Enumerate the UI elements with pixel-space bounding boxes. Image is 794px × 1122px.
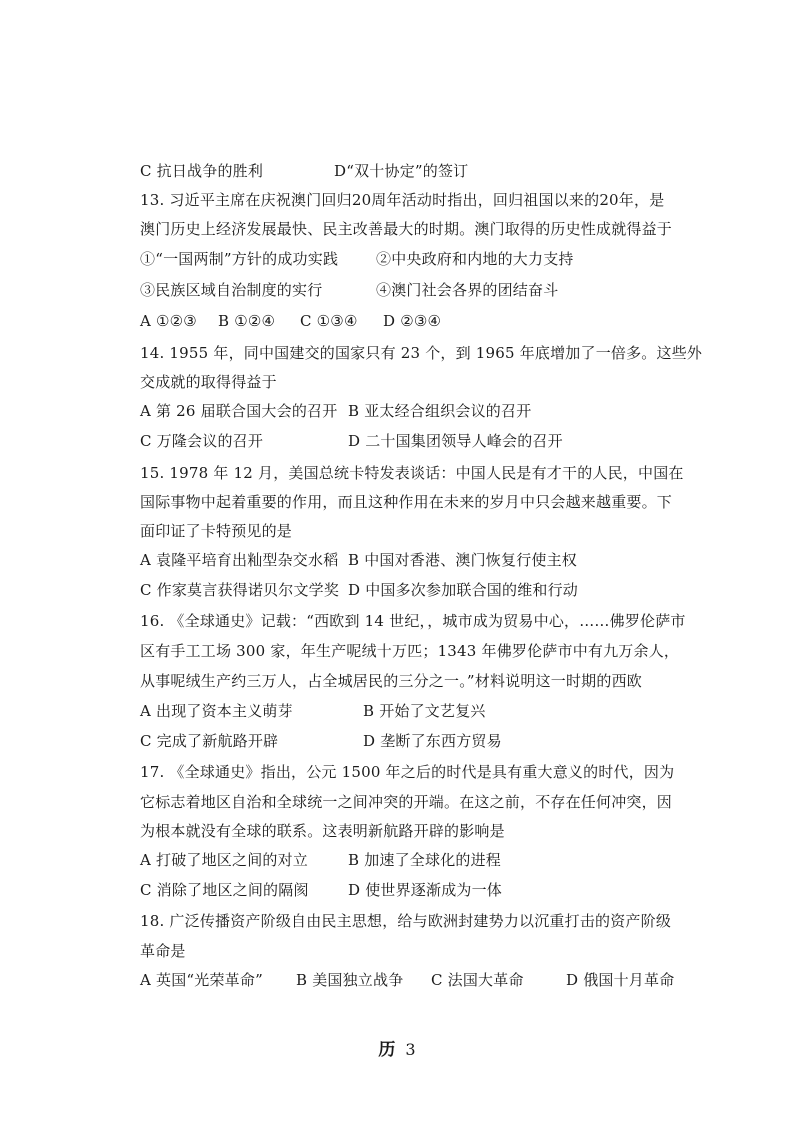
q13-item-4: ④澳门社会各界的团结奋斗 [376, 281, 559, 299]
q16-stem-line-1: 16. 《全球通史》记载：“西欧到 14 世纪，，城市成为贸易中心，……佛罗伦萨市 [140, 612, 686, 630]
q17-option-b: B 加速了全球化的进程 [348, 851, 501, 869]
q13-option-a: A ①②③ [140, 312, 197, 330]
q16-stem-line-2: 区有手工工场 300 家，年生产呢绒十万匹；1343 年佛罗伦萨市中有九万余人， [140, 642, 680, 660]
q15-option-a: A 袁隆平培育出籼型杂交水稻 [140, 551, 339, 569]
q18-option-d: D 俄国十月革命 [566, 971, 675, 989]
q16-stem-line-3: 从事呢绒生产约三万人，占全城居民的三分之一。”材料说明这一时期的西欧 [140, 672, 642, 690]
q13-option-c: C ①③④ [300, 312, 358, 330]
q16-option-b: B 开始了文艺复兴 [363, 702, 486, 720]
q12-option-c: C 抗日战争的胜利 [140, 162, 264, 180]
q17-option-a: A 打破了地区之间的对立 [140, 851, 309, 869]
q12-option-d: D“双十协定”的签订 [334, 162, 469, 180]
q13-option-b: B ①②④ [218, 312, 276, 330]
q18-stem-line-2: 革命是 [140, 942, 186, 960]
q13-item-3: ③民族区域自治制度的实行 [140, 281, 323, 299]
q15-stem-line-2: 国际事物中起着重要的作用，而且这种作用在未来的岁月中只会越来越重要。下 [140, 493, 673, 511]
q15-option-d: D 中国多次参加联合国的维和行动 [348, 581, 578, 599]
q17-option-c: C 消除了地区之间的隔阂 [140, 881, 309, 899]
q13-item-2: ②中央政府和内地的大力支持 [376, 250, 574, 268]
q14-option-d: D 二十国集团领导人峰会的召开 [348, 432, 563, 450]
q18-option-b: B 美国独立战争 [296, 971, 404, 989]
q14-stem-line-2: 交成就的取得得益于 [140, 373, 277, 391]
q13-stem-line-1: 13. 习近平主席在庆祝澳门回归20周年活动时指出，回归祖国以来的20年，是 [140, 191, 665, 209]
q15-option-c: C 作家莫言获得诺贝尔文学奖 [140, 581, 340, 599]
q15-stem-line-1: 15. 1978 年 12 月，美国总统卡特发表谈话：中国人民是有才干的人民，中国在 [140, 464, 684, 482]
page-number: 3 [405, 1040, 416, 1059]
q13-stem-line-2: 澳门历史上经济发展最快、民主改善最大的时期。澳门取得的历史性成就得益于 [140, 220, 673, 238]
q18-option-a: A 英国“光荣革命” [140, 971, 263, 989]
q14-stem-line-1: 14. 1955 年，同中国建交的国家只有 23 个，到 1965 年底增加了一倍多。这些外 [140, 344, 703, 362]
page-footer [0, 1035, 794, 1060]
q16-option-c: C 完成了新航路开辟 [140, 732, 279, 750]
q15-option-b: B 中国对香港、澳门恢复行使主权 [348, 551, 577, 569]
q17-option-d: D 使世界逐渐成为一体 [348, 881, 502, 899]
q14-option-a: A 第 26 届联合国大会的召开 [140, 402, 338, 420]
q18-option-c: C 法国大革命 [431, 971, 524, 989]
q16-option-a: A 出现了资本主义萌芽 [140, 702, 293, 720]
q18-stem-line-1: 18. 广泛传播资产阶级自由民主思想，给与欧洲封建势力以沉重打击的资产阶级 [140, 912, 672, 930]
q13-option-d: D ②③④ [383, 312, 442, 330]
q14-option-c: C 万隆会议的召开 [140, 432, 264, 450]
q17-stem-line-3: 为根本就没有全球的联系。这表明新航路开辟的影响是 [140, 822, 505, 840]
q17-stem-line-2: 它标志着地区自治和全球统一之间冲突的开端。在这之前，不存在任何冲突，因 [140, 793, 673, 811]
q16-option-d: D 垄断了东西方贸易 [363, 732, 502, 750]
q14-option-b: B 亚太经合组织会议的召开 [348, 402, 532, 420]
q13-item-1: ①“一国两制”方针的成功实践 [140, 250, 339, 268]
q17-stem-line-1: 17. 《全球通史》指出，公元 1500 年之后的时代是具有重大意义的时代，因为 [140, 763, 675, 781]
q15-stem-line-3: 面印证了卡特预见的是 [140, 522, 293, 540]
subject-label: 历 [378, 1040, 396, 1060]
